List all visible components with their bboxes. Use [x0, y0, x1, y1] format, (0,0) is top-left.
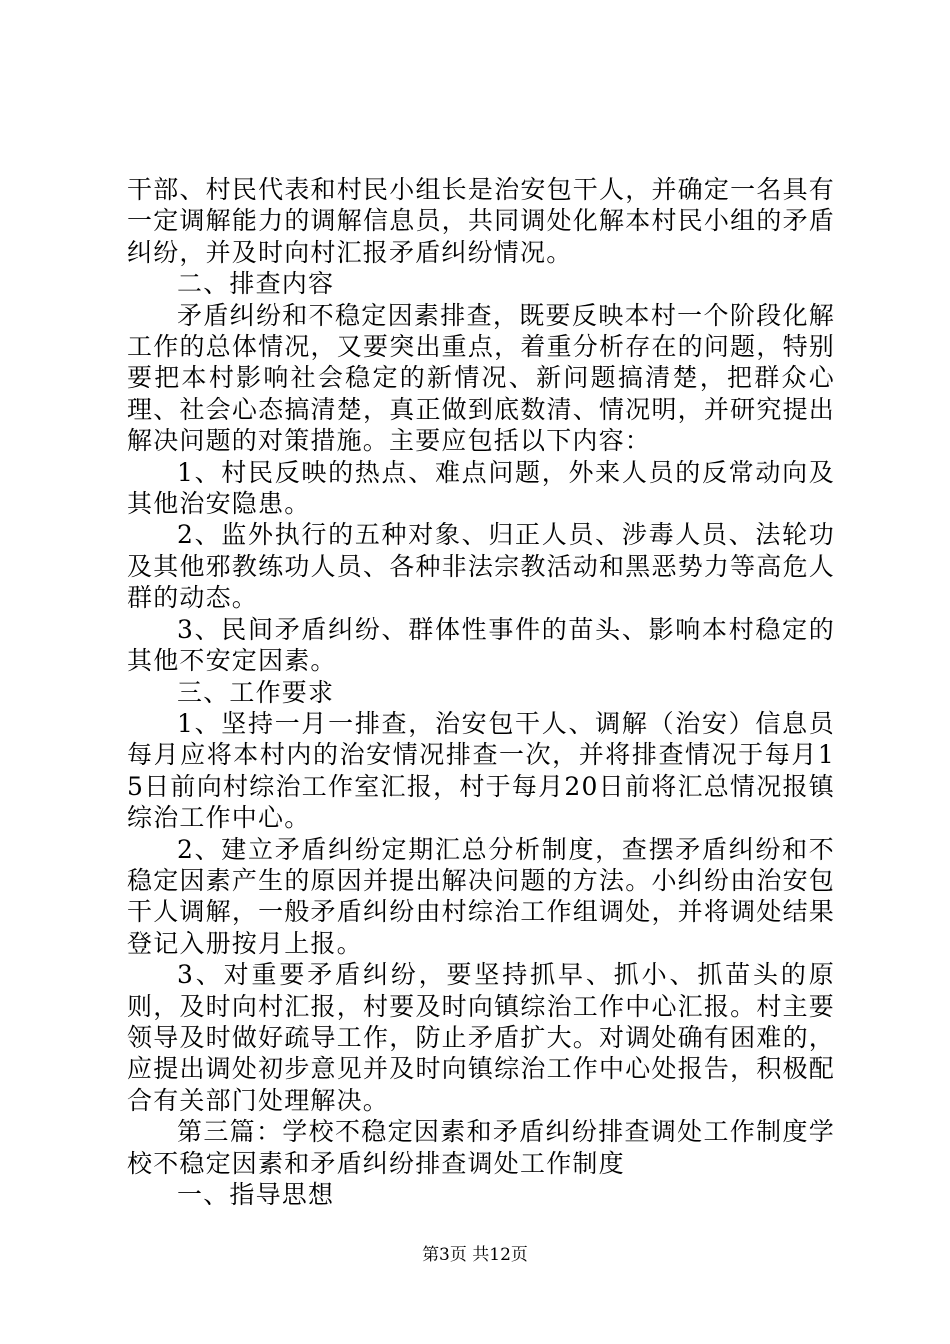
paragraph-9: 2、建立矛盾纠纷定期汇总分析制度，查摆矛盾纠纷和不稳定因素产生的原因并提出解决问题的方法。小纠纷由治安包干人调解，一般矛盾纠纷由村综治工作组调处，并将调处结果登记入册按月上报。	[127, 834, 835, 958]
section-heading-2: 二、排查内容	[177, 269, 335, 299]
paragraph-3: 矛盾纠纷和不稳定因素排查，既要反映本村一个阶段化解工作的总体情况，又要突出重点，着重分析存在的问题，特别要把本村影响社会稳定的新情况、新问题搞清楚，把群众心理、社会心态搞清楚，真正做到底数清、情况明，并研究提出解决问题的对策措施。主要应包括以下内容：	[127, 300, 835, 456]
paragraph-1: 干部、村民代表和村民小组长是治安包干人，并确定一名具有一定调解能力的调解信息员，共同调处化解本村民小组的矛盾纠纷，并及时向村汇报矛盾纠纷情况。	[127, 175, 835, 267]
paragraph-4: 1、村民反映的热点、难点问题，外来人员的反常动向及其他治安隐患。	[127, 457, 835, 519]
paragraph-8: 1、坚持一月一排查，治安包干人、调解（治安）信息员每月应将本村内的治安情况排查一次，并将排查情况于每月15日前向村综治工作室汇报，村于每月20日前将汇总情况报镇综治工作中心。	[127, 708, 835, 833]
document-body	[127, 174, 835, 1210]
page-footer: 第3页 共12页	[422, 1245, 528, 1265]
paragraph-10: 3、对重要矛盾纠纷，要坚持抓早、抓小、抓苗头的原则，及时向村汇报，村要及时向镇综治工作中心汇报。村主要领导及时做好疏导工作，防止矛盾扩大。对调处确有困难的，应提出调处初步意见并及时向镇综治工作中心处报告，积极配合有关部门处理解决。	[127, 960, 835, 1115]
paragraph-5: 2、监外执行的五种对象、归正人员、涉毒人员、法轮功及其他邪教练功人员、各种非法宗教活动和黑恶势力等高危人群的动态。	[127, 520, 835, 613]
paragraph-11: 第三篇：学校不稳定因素和矛盾纠纷排查调处工作制度学校不稳定因素和矛盾纠纷排查调处工作制度	[127, 1117, 835, 1178]
section-heading-12: 一、指导思想	[177, 1180, 335, 1209]
paragraph-6: 3、民间矛盾纠纷、群体性事件的苗头、影响本村稳定的其他不安定因素。	[127, 614, 835, 676]
section-heading-7: 三、工作要求	[177, 677, 335, 707]
